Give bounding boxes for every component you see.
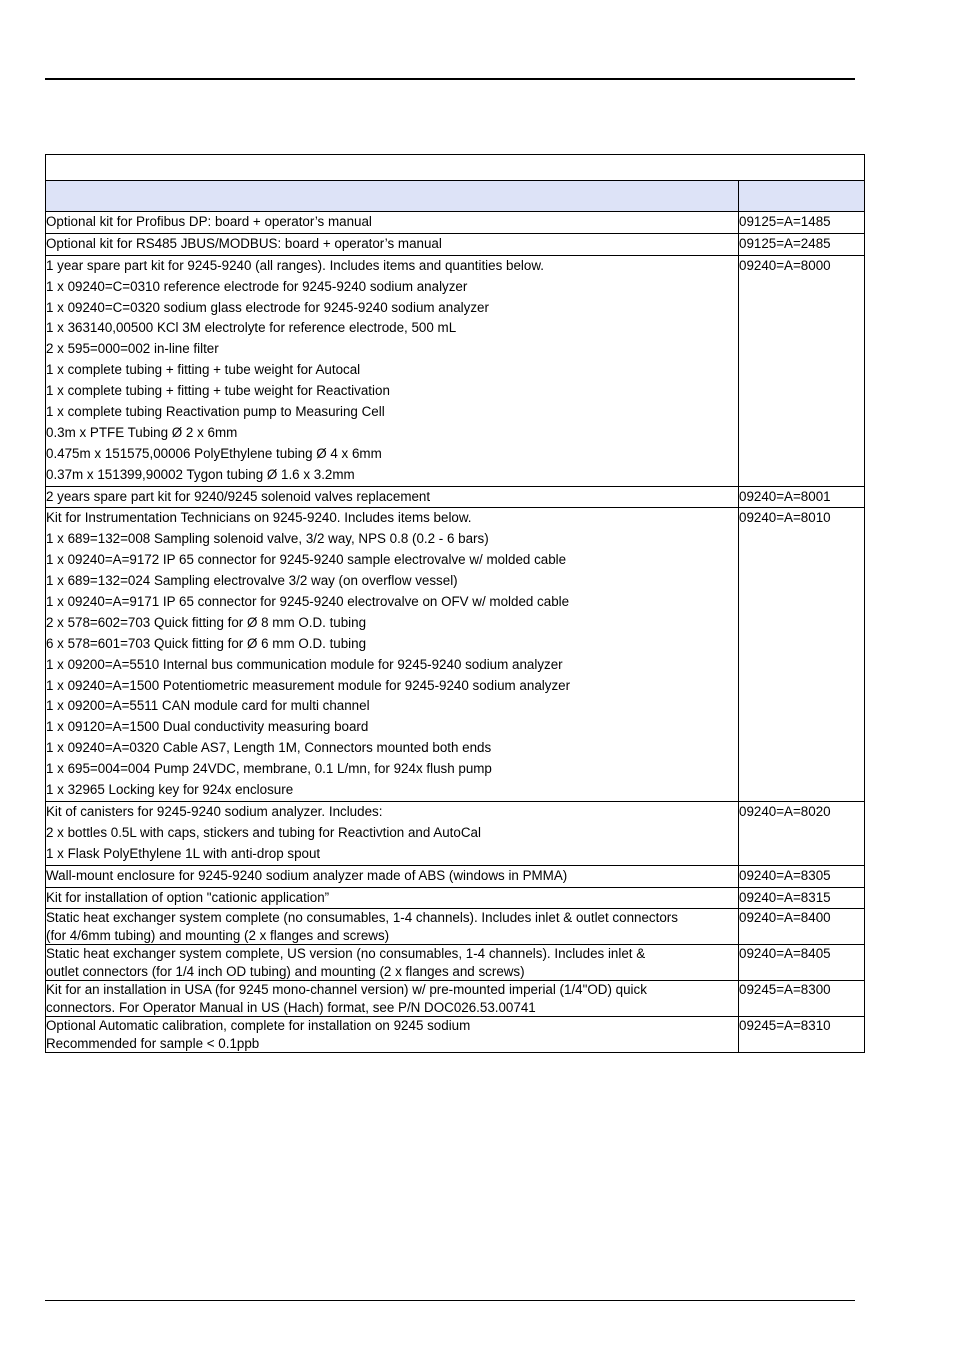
catalog-number-text: 09245=A=8300 <box>739 982 831 998</box>
description-line: 1 x 363140,00500 KCl 3M electrolyte for reference electrode, 500 mL <box>46 320 457 336</box>
description-line: (for 4/6mm tubing) and mounting (2 x flanges and screws) <box>46 927 390 943</box>
item-description <box>46 887 739 909</box>
description-line: 1 x Flask PolyEthylene 1L with anti-drop spout <box>46 845 321 861</box>
description-line: 1 year spare part kit for 9245-9240 (all ranges). Includes items and quantities below. <box>46 257 544 273</box>
table-title-row <box>46 155 865 181</box>
description-line: Wall-mount enclosure for 9245-9240 sodium analyzer made of ABS (windows in PMMA) <box>46 867 568 883</box>
catalog-number <box>739 945 865 981</box>
table-row <box>46 255 865 486</box>
table-body <box>46 155 865 1053</box>
description-line: Optional kit for Profibus DP: board + operator’s manual <box>46 214 372 229</box>
catalog-number <box>739 981 865 1017</box>
description-line: 1 x 09240=C=0310 reference electrode for 9245-9240 sodium analyzer <box>46 278 468 294</box>
catalog-number-text: 09240=A=8010 <box>739 510 831 526</box>
catalog-number-text: 09240=A=8000 <box>739 257 831 273</box>
description-line: 1 x 09240=A=9172 IP 65 connector for 9245-9240 sample electrovalve w/ molded cable <box>46 552 567 568</box>
description-line: 1 x 09200=A=5511 CAN module card for multi channel <box>46 698 370 714</box>
catalog-number-text: 09245=A=8310 <box>739 1018 831 1034</box>
table-row <box>46 945 865 981</box>
table-row <box>46 887 865 909</box>
description-line: 1 x complete tubing Reactivation pump to Measuring Cell <box>46 404 385 420</box>
catalog-number-text: 09240=A=8400 <box>739 910 831 926</box>
table-row <box>46 801 865 865</box>
table-row <box>46 486 865 508</box>
catalog-number-text: 09240=A=8315 <box>739 889 831 905</box>
description-line: 1 x 09240=C=0320 sodium glass electrode for 9245-9240 sodium analyzer <box>46 299 489 315</box>
header-rule <box>45 78 855 80</box>
item-description <box>46 865 739 887</box>
table-title-cell <box>46 155 865 181</box>
table-row <box>46 233 865 255</box>
description-line: 2 x 595=000=002 in-line filter <box>46 341 219 357</box>
description-line: outlet connectors (for 1/4 inch OD tubing) and mounting (2 x flanges and screws) <box>46 963 525 979</box>
item-description <box>46 486 739 508</box>
table-row <box>46 212 865 234</box>
catalog-number <box>739 255 865 486</box>
item-description <box>46 508 739 801</box>
item-description <box>46 1017 739 1053</box>
description-line: Kit for Instrumentation Technicians on 9245-9240. Includes items below. <box>46 510 472 526</box>
item-description <box>46 801 739 865</box>
catalog-number <box>739 909 865 945</box>
catalog-number-text: 09240=A=8020 <box>739 803 831 819</box>
description-line: 1 x 09120=A=1500 Dual conductivity measuring board <box>46 719 369 735</box>
description-line: Kit for installation of option "cationic application” <box>46 889 330 905</box>
description-line: 1 x 09240=A=1500 Potentiometric measurement module for 9245-9240 sodium analyzer <box>46 677 571 693</box>
description-line: 2 years spare part kit for 9240/9245 solenoid valves replacement <box>46 488 431 504</box>
catalog-number-text: 09125=A=1485 <box>739 214 831 229</box>
catalog-number <box>739 212 865 234</box>
description-line: Static heat exchanger system complete (no consumables, 1-4 channels). Includes inlet & outlet connectors <box>46 910 678 926</box>
footer-rule <box>45 1300 855 1301</box>
catalog-number <box>739 1017 865 1053</box>
description-line: 2 x 578=602=703 Quick fitting for Ø 8 mm O.D. tubing <box>46 614 367 630</box>
catalog-number <box>739 486 865 508</box>
description-line: 1 x 689=132=008 Sampling solenoid valve, 3/2 way, NPS 0.8 (0.2 - 6 bars) <box>46 531 489 547</box>
header-catalog-cell <box>739 181 865 212</box>
table-row <box>46 981 865 1017</box>
spare-parts-table <box>45 154 865 1053</box>
catalog-number <box>739 865 865 887</box>
description-line: 0.475m x 151575,00006 PolyEthylene tubing Ø 4 x 6mm <box>46 445 382 461</box>
description-line: 1 x 695=004=004 Pump 24VDC, membrane, 0.1 L/mn, for 924x flush pump <box>46 761 492 777</box>
item-description <box>46 255 739 486</box>
description-line: 6 x 578=601=703 Quick fitting for Ø 6 mm O.D. tubing <box>46 635 367 651</box>
description-line: 1 x 09200=A=5510 Internal bus communication module for 9245-9240 sodium analyzer <box>46 656 563 672</box>
catalog-number <box>739 801 865 865</box>
description-line: Optional kit for RS485 JBUS/MODBUS: board + operator’s manual <box>46 235 442 251</box>
table-row <box>46 909 865 945</box>
description-line: Static heat exchanger system complete, US version (no consumables, 1-4 channels). Includes inlet & <box>46 946 646 962</box>
catalog-number-text: 09240=A=8405 <box>739 946 831 962</box>
item-description <box>46 909 739 945</box>
description-line: 1 x 09240=A=0320 Cable AS7, Length 1M, Connectors mounted both ends <box>46 740 492 756</box>
catalog-number-text: 09240=A=8305 <box>739 867 831 883</box>
table-header-row <box>46 181 865 212</box>
item-description <box>46 212 739 234</box>
description-line: Kit for an installation in USA (for 9245 mono-channel version) w/ pre-mounted imperial (1/4"OD) quick <box>46 982 647 998</box>
description-line: 1 x 689=132=024 Sampling electrovalve 3/2 way (on overflow vessel) <box>46 573 458 589</box>
description-line: 1 x 32965 Locking key for 924x enclosure <box>46 782 294 798</box>
description-line: 0.3m x PTFE Tubing Ø 2 x 6mm <box>46 424 238 440</box>
catalog-number-text: 09240=A=8001 <box>739 488 831 504</box>
description-line: Kit of canisters for 9245-9240 sodium analyzer. Includes: <box>46 803 383 819</box>
item-description <box>46 981 739 1017</box>
description-line: connectors. For Operator Manual in US (Hach) format, see P/N DOC026.53.00741 <box>46 999 536 1015</box>
item-description <box>46 233 739 255</box>
description-line: 0.37m x 151399,90002 Tygon tubing Ø 1.6 x 3.2mm <box>46 466 355 482</box>
catalog-number <box>739 233 865 255</box>
description-line: 2 x bottles 0.5L with caps, stickers and tubing for Reactivtion and AutoCal <box>46 824 481 840</box>
catalog-number-text: 09125=A=2485 <box>739 235 831 251</box>
description-line: 1 x complete tubing + fitting + tube weight for Autocal <box>46 362 361 378</box>
table-row <box>46 1017 865 1053</box>
description-line: Optional Automatic calibration, complete for installation on 9245 sodium <box>46 1018 471 1034</box>
description-line: Recommended for sample < 0.1ppb <box>46 1035 260 1051</box>
header-description-cell <box>46 181 739 212</box>
description-line: 1 x 09240=A=9171 IP 65 connector for 9245-9240 electrovalve on OFV w/ molded cable <box>46 594 570 610</box>
item-description <box>46 945 739 981</box>
catalog-number <box>739 508 865 801</box>
table-row <box>46 865 865 887</box>
catalog-number <box>739 887 865 909</box>
description-line: 1 x complete tubing + fitting + tube weight for Reactivation <box>46 383 390 399</box>
table-row <box>46 508 865 801</box>
